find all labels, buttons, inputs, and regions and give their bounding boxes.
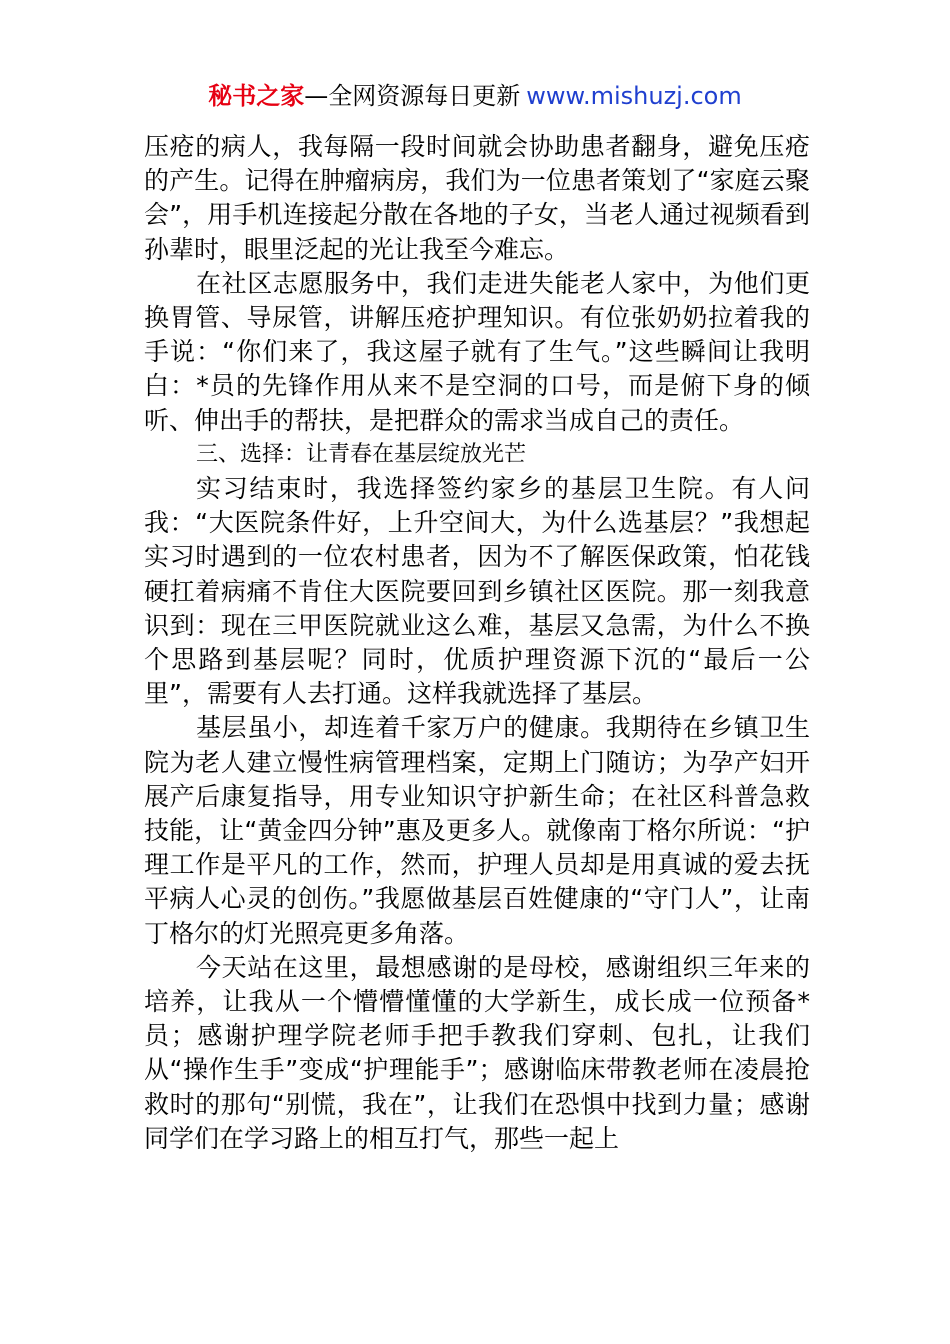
paragraph-thanks: 今天站在这里，最想感谢的是母校，感谢组织三年来的培养，让我从一个懵懵懂懂的大学新生，成长成一位预备*员；感谢护理学院老师手把手教我们穿刺、包扎，让我们从“操作生手”变成“护理能手”；感谢临床带教老师在凌晨抢救时的那句“别慌，我在”，让我们在恐惧中找到力量；感谢同学们在学习路上的相互打气，那些一起上 xyxy=(144,952,810,1153)
document-body xyxy=(144,130,810,1156)
paragraph-choice: 实习结束时，我选择签约家乡的基层卫生院。有人问我：“大医院条件好，上升空间大，为什么选基层？”我想起实习时遇到的一位农村患者，因为不了解医保政策，怕花钱硬扛着病痛不肯住大医院要回到乡镇社区医院。那一刻我意识到：现在三甲医院就业这么难，基层又急需，为什么不换个思路到基层呢？同时，优质护理资源下沉的“最后一公里”，需要有人去打通。这样我就选择了基层。 xyxy=(144,474,810,709)
paragraph-grassroots: 基层虽小，却连着千家万户的健康。我期待在乡镇卫生院为老人建立慢性病管理档案，定期上门随访；为孕产妇开展产后康复指导，用专业知识守护新生命；在社区科普急救技能，让“黄金四分钟”惠及更多人。就像南丁格尔所说：“护理工作是平凡的工作，然而，护理人员却是用真诚的爱去抚平病人心灵的创伤。”我愿做基层百姓健康的“守门人”，让南丁格尔的灯光照亮更多角落。 xyxy=(144,713,810,948)
header-tagline: —全网资源每日更新 xyxy=(304,82,521,110)
paragraph-continued: 压疮的病人，我每隔一段时间就会协助患者翻身，避免压疮的产生。记得在肿瘤病房，我们为一位患者策划了“家庭云聚会”，用手机连接起分散在各地的子女，当老人通过视频看到孙辈时，眼里泛起的光让我至今难忘。 xyxy=(144,132,810,264)
site-url-link[interactable]: www.mishuzj.com xyxy=(526,82,742,110)
section-heading: 三、选择：让青春在基层绽放光芒 xyxy=(196,441,527,467)
paragraph-community-service: 在社区志愿服务中，我们走进失能老人家中，为他们更换胃管、导尿管，讲解压疮护理知识。有位张奶奶拉着我的手说：“你们来了，我这屋子就有了生气。”这些瞬间让我明白：*员的先锋作用从来不是空洞的口号，而是俯下身的倾听、伸出手的帮扶，是把群众的需求当成自己的责任。 xyxy=(144,268,810,435)
brand-name: 秘书之家 xyxy=(208,82,305,110)
site-header xyxy=(0,80,950,112)
